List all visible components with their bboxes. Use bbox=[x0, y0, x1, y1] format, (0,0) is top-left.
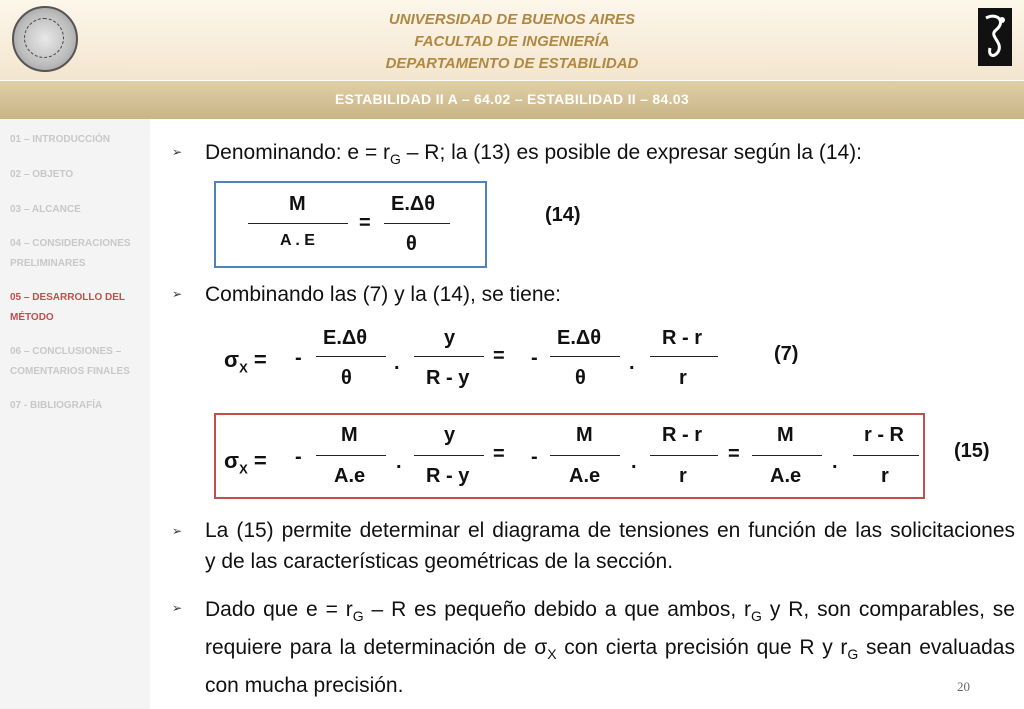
eq15-f5-numerator: M bbox=[777, 424, 794, 446]
bullet-icon: ➢ bbox=[172, 524, 183, 538]
eq15-f4-bar bbox=[650, 455, 718, 456]
eq15-f3-denominator: A.e bbox=[569, 465, 601, 487]
bullet-icon: ➢ bbox=[172, 601, 183, 615]
eq15-f2-numerator: y bbox=[444, 424, 456, 446]
equation-14-box bbox=[214, 181, 487, 268]
eq14-lhs-denominator: A . E bbox=[280, 232, 315, 249]
eq15-f2-bar bbox=[414, 455, 484, 456]
eq15-f5-bar bbox=[752, 455, 822, 456]
eq15-f6-bar bbox=[853, 455, 919, 456]
eq7-f4-bar bbox=[650, 356, 718, 357]
eq14-label: (14) bbox=[545, 204, 581, 226]
eq15-label: (15) bbox=[954, 440, 990, 462]
paragraph-combinando: Combinando las (7) y la (14), se tiene: bbox=[205, 283, 562, 306]
eq14-equals: = bbox=[359, 212, 371, 234]
course-band bbox=[0, 81, 1024, 119]
course-title: ESTABILIDAD II A – 64.02 – ESTABILIDAD II – 84.03 bbox=[335, 91, 689, 107]
eq7-f2-numerator: y bbox=[444, 327, 456, 349]
eq15-equals-2: = bbox=[493, 443, 505, 465]
eq7-minus-2: - bbox=[531, 347, 538, 369]
eq7-f3-denominator: θ bbox=[575, 367, 586, 389]
eq7-f1-numerator: E.Δθ bbox=[323, 327, 368, 349]
eq15-equals-3: = bbox=[728, 443, 740, 465]
sidebar-item-conclusiones[interactable]: 06 – CONCLUSIONES – COMENTARIOS FINALES bbox=[10, 346, 130, 377]
eq7-f3-bar bbox=[550, 356, 620, 357]
eq14-rhs-denominator: θ bbox=[406, 233, 417, 255]
university-name: UNIVERSIDAD DE BUENOS AIRES bbox=[388, 11, 636, 28]
sidebar-item-desarrollo[interactable]: 05 – DESARROLLO DEL MÉTODO bbox=[10, 292, 126, 323]
eq15-f3-numerator: M bbox=[576, 424, 593, 446]
eq15-f1-numerator: M bbox=[341, 424, 358, 446]
eq15-f1-denominator: A.e bbox=[334, 465, 366, 487]
eq15-dot-2: . bbox=[631, 451, 637, 473]
eq15-f5-denominator: A.e bbox=[770, 465, 802, 487]
eq15-f4-numerator: R - r bbox=[662, 424, 702, 446]
department-name: DEPARTAMENTO DE ESTABILIDAD bbox=[385, 55, 639, 72]
sidebar-item-consideraciones[interactable]: 04 – CONSIDERACIONES PRELIMINARES bbox=[10, 238, 131, 269]
faculty-name: FACULTAD DE INGENIERÍA bbox=[414, 33, 610, 50]
sidebar-item-alcance[interactable]: 03 – ALCANCE bbox=[10, 204, 81, 215]
eq15-sigma: $\sigma_X$ = bbox=[224, 448, 267, 477]
eq14-rhs-fraction-bar bbox=[384, 223, 450, 224]
eq7-equals-2: = bbox=[493, 345, 505, 367]
eq7-f1-bar bbox=[316, 356, 386, 357]
eq7-f4-denominator: r bbox=[679, 367, 687, 389]
eq7-f2-denominator: R - y bbox=[426, 367, 470, 389]
header bbox=[0, 0, 1024, 80]
eq7-sigma: $\sigma_X$ = bbox=[224, 347, 267, 376]
bullet-icon: ➢ bbox=[172, 145, 183, 159]
sidebar bbox=[0, 119, 150, 709]
eq14-lhs-numerator: M bbox=[289, 193, 306, 215]
eq15-f1-bar bbox=[316, 455, 386, 456]
eq15-dot-3: . bbox=[832, 451, 838, 473]
page-number: 20 bbox=[957, 679, 970, 694]
eq15-minus-1: - bbox=[295, 446, 302, 468]
eq7-label: (7) bbox=[774, 343, 799, 365]
eq7-f3-numerator: E.Δθ bbox=[557, 327, 602, 349]
eq7-dot-2: . bbox=[629, 352, 635, 374]
eq7-dot-1: . bbox=[394, 352, 400, 374]
eq7-f4-numerator: R - r bbox=[662, 327, 702, 349]
bullet-icon: ➢ bbox=[172, 287, 183, 301]
sidebar-item-bibliografia[interactable]: 07 - BIBLIOGRAFÍA bbox=[10, 400, 103, 411]
eq15-f6-denominator: r bbox=[881, 465, 889, 487]
eq7-f2-bar bbox=[414, 356, 484, 357]
faculty-emblem-icon bbox=[978, 8, 1012, 66]
eq14-lhs-fraction-bar bbox=[248, 223, 348, 224]
paragraph-dado-que: Dado que $e = r_G - R$ es pequeño debido a que ambos, $r_G$ y R, son comparables, se requiere para la determinación de $\sigma_X$ con cierta precisión que R y $r_G$ sean evaluadas con mucha precisión. bbox=[205, 598, 1015, 698]
paragraph-la-15: La (15) permite determinar el diagrama de tensiones en función de las solicitaciones y de las características geométricas de la sección. bbox=[205, 519, 1015, 573]
eq15-dot-1: . bbox=[396, 451, 402, 473]
eq15-f3-bar bbox=[550, 455, 620, 456]
eq7-minus-1: - bbox=[295, 347, 302, 369]
eq7-f1-denominator: θ bbox=[341, 367, 352, 389]
sidebar-item-objeto[interactable]: 02 – OBJETO bbox=[10, 169, 74, 180]
paragraph-denominando: Denominando: $e = r_G - R$; la (13) es posible de expresar según la (14): bbox=[205, 141, 863, 168]
eq15-f6-numerator: r - R bbox=[864, 424, 904, 446]
eq15-f2-denominator: R - y bbox=[426, 465, 470, 487]
eq15-minus-2: - bbox=[531, 446, 538, 468]
sidebar-item-introduccion[interactable]: 01 – INTRODUCCIÓN bbox=[10, 134, 111, 145]
eq14-rhs-numerator: E.Δθ bbox=[391, 193, 436, 215]
eq15-f4-denominator: r bbox=[679, 465, 687, 487]
